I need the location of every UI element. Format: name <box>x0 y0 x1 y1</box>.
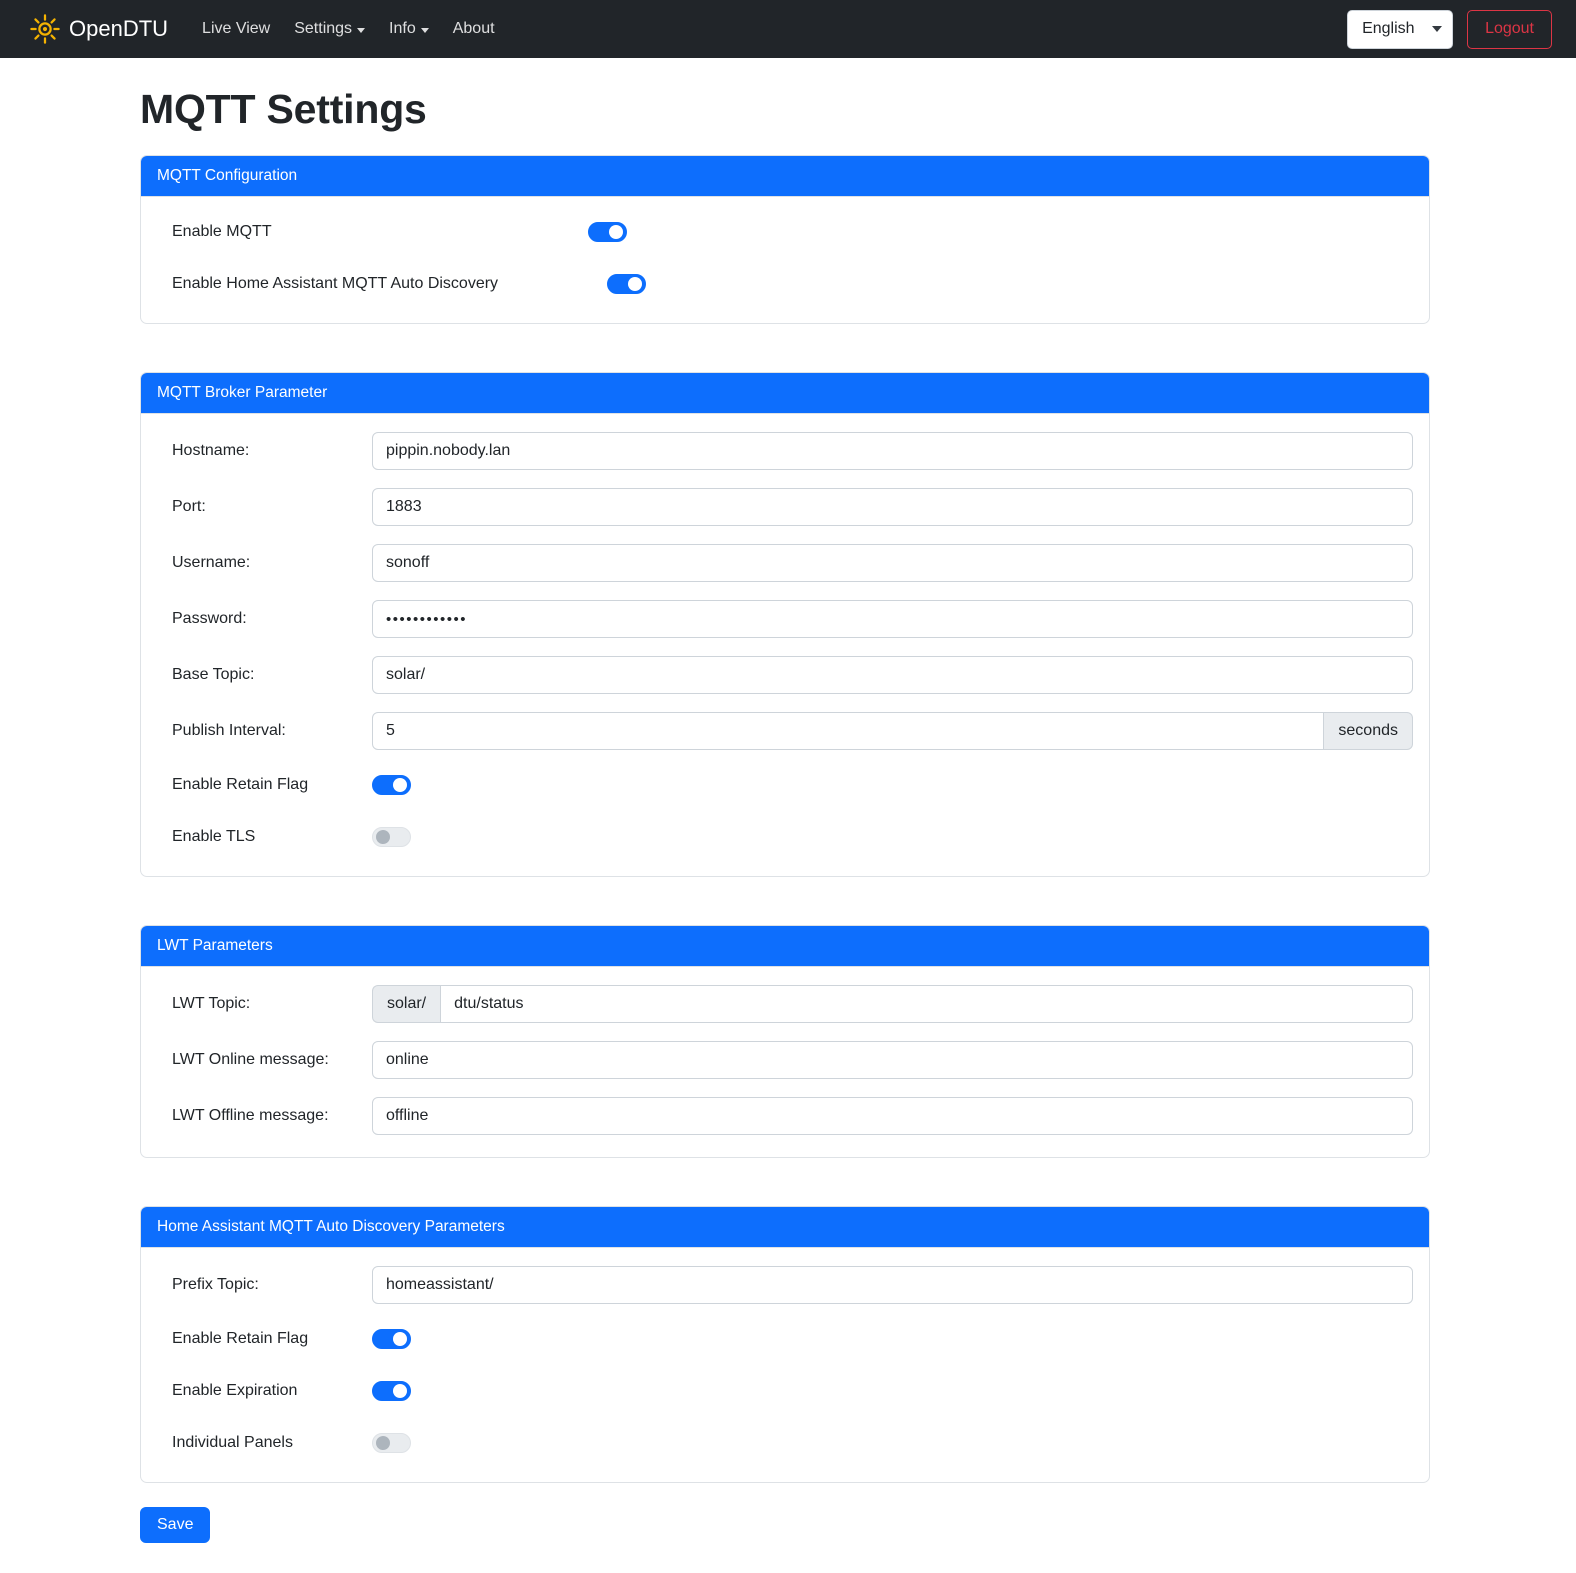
card-header-lwt: LWT Parameters <box>141 926 1429 967</box>
publish-interval-control <box>372 712 1413 750</box>
password-label: Password: <box>172 610 247 627</box>
row-prefix-topic <box>157 1266 1413 1304</box>
hostname-control <box>372 432 1413 470</box>
row-username <box>157 544 1413 582</box>
row-base-topic <box>157 656 1413 694</box>
row-individual-panels <box>157 1426 1413 1460</box>
lwt-online-control <box>372 1041 1413 1079</box>
save-button[interactable]: Save <box>140 1507 210 1543</box>
page-content <box>0 86 1576 1573</box>
nav-item-settings-label: Settings <box>294 20 353 37</box>
card-hass-discovery <box>140 1206 1430 1483</box>
brand-logo[interactable] <box>30 14 168 44</box>
publish-interval-input[interactable]: 5 <box>372 712 1324 750</box>
lwt-topic-label: LWT Topic: <box>172 995 251 1012</box>
logout-button[interactable]: Logout <box>1467 10 1552 49</box>
lwt-topic-input[interactable]: dtu/status <box>440 985 1413 1023</box>
navbar-right <box>1347 10 1560 49</box>
port-input[interactable]: 1883 <box>372 488 1413 526</box>
card-header-hass: Home Assistant MQTT Auto Discovery Parameters <box>141 1207 1429 1248</box>
publish-interval-unit: seconds <box>1324 712 1413 750</box>
username-control <box>372 544 1413 582</box>
card-mqtt-configuration <box>140 155 1430 324</box>
enable-ha-discovery-control <box>498 274 1413 294</box>
row-publish-interval <box>157 712 1413 750</box>
nav-links <box>190 12 507 46</box>
port-control <box>372 488 1413 526</box>
card-header-mqtt-broker: MQTT Broker Parameter <box>141 373 1429 414</box>
individual-panels-control <box>372 1433 1413 1453</box>
port-label: Port: <box>172 498 206 515</box>
enable-tls-label: Enable TLS <box>172 828 256 845</box>
language-select-value: English <box>1362 20 1415 37</box>
lwt-topic-control <box>372 985 1413 1023</box>
publish-interval-group <box>372 712 1413 750</box>
card-body-mqtt-configuration <box>141 197 1429 323</box>
card-body-hass <box>141 1248 1429 1482</box>
row-lwt-offline <box>157 1097 1413 1135</box>
enable-mqtt-label: Enable MQTT <box>172 223 272 240</box>
row-hass-retain <box>157 1322 1413 1356</box>
chevron-down-icon <box>357 28 365 33</box>
hass-expiration-control <box>372 1381 1413 1401</box>
nav-item-about-label: About <box>452 20 495 37</box>
password-control <box>372 600 1413 638</box>
nav-item-about[interactable] <box>441 12 507 46</box>
enable-mqtt-toggle[interactable] <box>588 222 627 242</box>
row-enable-ha-discovery <box>157 267 1413 301</box>
publish-interval-label: Publish Interval: <box>172 722 286 739</box>
row-broker-retain <box>157 768 1413 802</box>
lwt-offline-control <box>372 1097 1413 1135</box>
chevron-down-icon <box>1432 26 1442 32</box>
card-mqtt-broker <box>140 372 1430 877</box>
nav-item-info[interactable] <box>377 12 441 46</box>
base-topic-label: Base Topic: <box>172 666 255 683</box>
hass-expiration-label: Enable Expiration <box>172 1382 298 1399</box>
prefix-topic-label: Prefix Topic: <box>172 1276 259 1293</box>
brand-label: OpenDTU <box>69 16 169 41</box>
password-input[interactable]: •••••••••••• <box>372 600 1413 638</box>
prefix-topic-input[interactable]: homeassistant/ <box>372 1266 1413 1304</box>
card-body-lwt <box>141 967 1429 1157</box>
username-label: Username: <box>172 554 251 571</box>
sun-icon <box>30 14 60 44</box>
language-select[interactable] <box>1347 10 1453 49</box>
lwt-online-label: LWT Online message: <box>172 1051 329 1068</box>
prefix-topic-control <box>372 1266 1413 1304</box>
row-lwt-topic <box>157 985 1413 1023</box>
lwt-topic-group <box>372 985 1413 1023</box>
hass-retain-toggle[interactable] <box>372 1329 411 1349</box>
row-hostname <box>157 432 1413 470</box>
enable-tls-toggle[interactable] <box>372 827 411 847</box>
broker-retain-toggle[interactable] <box>372 775 411 795</box>
row-enable-tls <box>157 820 1413 854</box>
username-input[interactable]: sonoff <box>372 544 1413 582</box>
broker-retain-label: Enable Retain Flag <box>172 776 309 793</box>
hass-retain-control <box>372 1329 1413 1349</box>
card-header-mqtt-configuration: MQTT Configuration <box>141 156 1429 197</box>
card-body-mqtt-broker <box>141 414 1429 876</box>
broker-retain-control <box>372 775 1413 795</box>
page-title: MQTT Settings <box>140 86 427 132</box>
nav-item-settings[interactable] <box>282 12 377 46</box>
enable-tls-control <box>372 827 1413 847</box>
enable-ha-discovery-label: Enable Home Assistant MQTT Auto Discovery <box>172 275 499 292</box>
nav-item-live-view[interactable] <box>190 12 282 46</box>
base-topic-input[interactable]: solar/ <box>372 656 1413 694</box>
lwt-offline-label: LWT Offline message: <box>172 1107 329 1124</box>
top-navbar <box>0 0 1576 58</box>
lwt-online-input[interactable]: online <box>372 1041 1413 1079</box>
chevron-down-icon <box>421 28 429 33</box>
hostname-label: Hostname: <box>172 442 250 459</box>
hass-expiration-toggle[interactable] <box>372 1381 411 1401</box>
enable-ha-discovery-toggle[interactable] <box>607 274 646 294</box>
row-hass-expiration <box>157 1374 1413 1408</box>
nav-item-live-view-label: Live View <box>202 20 271 37</box>
individual-panels-label: Individual Panels <box>172 1434 293 1451</box>
hass-retain-label: Enable Retain Flag <box>172 1330 309 1347</box>
nav-item-info-label: Info <box>389 20 416 37</box>
row-password <box>157 600 1413 638</box>
row-lwt-online <box>157 1041 1413 1079</box>
base-topic-control <box>372 656 1413 694</box>
enable-mqtt-control <box>372 222 1413 242</box>
lwt-offline-input[interactable]: offline <box>372 1097 1413 1135</box>
card-lwt-parameters <box>140 925 1430 1158</box>
row-port <box>157 488 1413 526</box>
individual-panels-toggle[interactable] <box>372 1433 411 1453</box>
row-enable-mqtt <box>157 215 1413 249</box>
hostname-input[interactable]: pippin.nobody.lan <box>372 432 1413 470</box>
lwt-topic-prefix: solar/ <box>372 985 440 1023</box>
